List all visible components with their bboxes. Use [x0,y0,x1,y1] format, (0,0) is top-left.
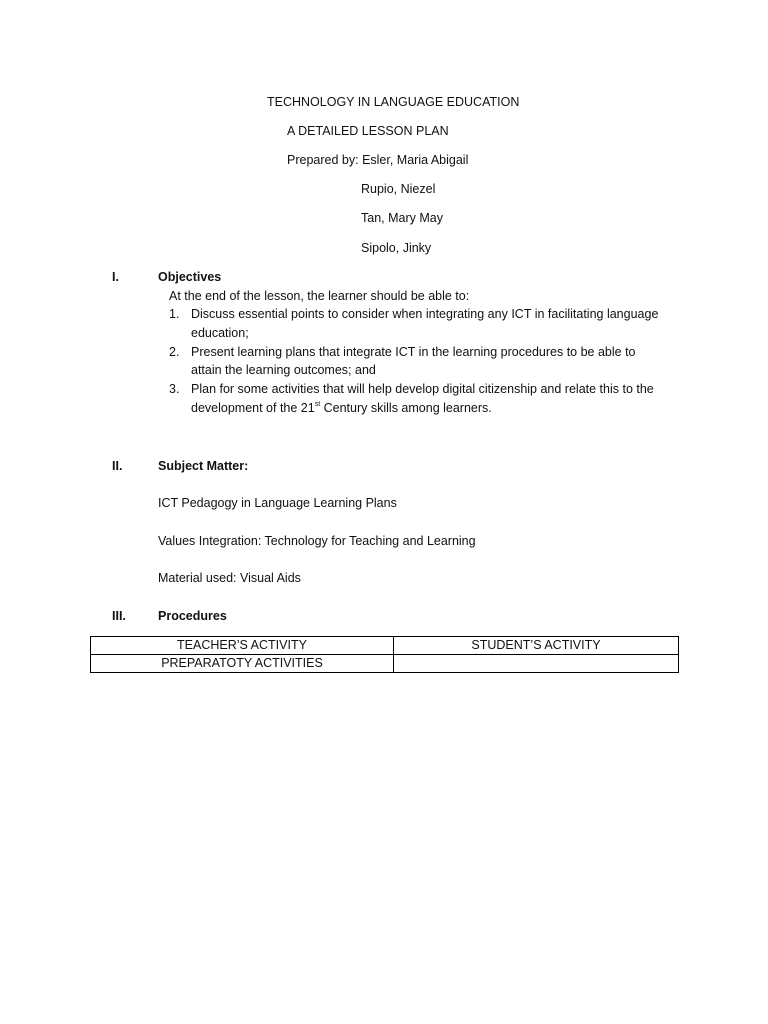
list-item-text: attain the learning outcomes; and [191,363,376,377]
list-item-number: 3. [169,382,180,396]
procedures-table [90,636,679,673]
document-title: TECHNOLOGY IN LANGUAGE EDUCATION [267,95,520,109]
section-numeral-objectives: I. [112,270,119,284]
author-name: Esler, Maria Abigail [362,153,469,167]
author-name: Tan, Mary May [361,211,443,225]
objectives-intro: At the end of the lesson, the learner should be able to: [169,289,470,303]
table-header-cell: STUDENT’S ACTIVITY [394,637,679,655]
table-header-cell: TEACHER’S ACTIVITY [91,637,394,655]
table-cell: PREPARATOTY ACTIVITIES [91,655,394,673]
list-item-text-part: development of the 21 [191,401,315,415]
list-item-text-part: Century skills among learners. [320,401,492,415]
ordinal-superscript: st [314,401,321,408]
prepared-by [287,152,468,168]
author-name: Rupio, Niezel [361,182,436,196]
section-heading-procedures: Procedures [158,609,227,623]
table-row [91,655,679,673]
materials-used: Material used: Visual Aids [158,571,301,585]
author-name: Sipolo, Jinky [361,241,432,255]
list-item-number: 2. [169,345,180,359]
table-header-row [91,637,679,655]
table-cell [394,655,679,673]
list-item-text: Discuss essential points to consider when integrating any ICT in facilitating language [191,307,659,321]
section-numeral-subject-matter: II. [112,459,123,473]
list-item-text: Plan for some activities that will help develop digital citizenship and relate this to the [191,382,654,396]
list-item-number: 1. [169,307,180,321]
prepared-by-label: Prepared by: [287,153,359,167]
list-item-text [191,400,492,416]
subject-topic: ICT Pedagogy in Language Learning Plans [158,496,397,510]
section-heading-objectives: Objectives [158,270,222,284]
list-item-text: Present learning plans that integrate ICT in the learning procedures to be able to [191,345,636,359]
section-numeral-procedures: III. [112,609,126,623]
list-item-text: education; [191,326,249,340]
section-heading-subject-matter: Subject Matter: [158,459,249,473]
document-subtitle: A DETAILED LESSON PLAN [287,124,449,138]
values-integration: Values Integration: Technology for Teaching and Learning [158,534,476,548]
